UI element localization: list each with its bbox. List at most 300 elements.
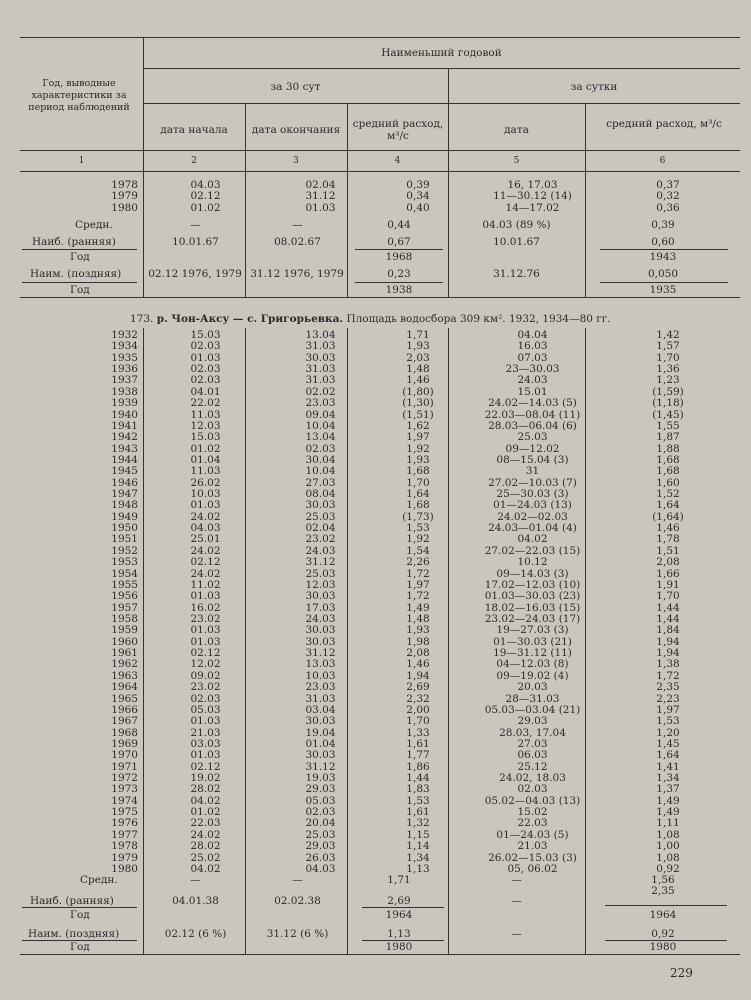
- cell: 1,64: [656, 749, 680, 762]
- cell: 1,11: [656, 817, 680, 830]
- cell: 01—30.03 (21): [493, 635, 572, 648]
- rule: [600, 249, 728, 250]
- cell: 1,15: [406, 828, 430, 841]
- cell: 15.03: [190, 329, 221, 341]
- cell: 29.03: [517, 715, 548, 728]
- top-max-year-label: Год: [70, 251, 90, 263]
- section-rule: [20, 297, 740, 298]
- cell: 31.03: [305, 692, 336, 705]
- cell-year: 1970: [111, 749, 138, 762]
- cell: 1,72: [406, 590, 430, 603]
- cell-year: 1934: [111, 340, 138, 353]
- cell: 1,34: [406, 851, 430, 864]
- table-row: [20, 682, 740, 693]
- max-5: 2,35: [651, 885, 675, 897]
- header-col5: средний расход, м³/с: [606, 118, 722, 130]
- cell: 31.12: [305, 556, 336, 569]
- cell: 02.03: [305, 806, 336, 819]
- cell: 23.02: [305, 533, 336, 546]
- cell: 1,64: [656, 499, 680, 512]
- cell: 13.03: [305, 658, 336, 671]
- table-row: [20, 750, 740, 761]
- cell: 25.03: [305, 510, 336, 523]
- cell-year: 1973: [111, 783, 138, 796]
- cell: 1,53: [406, 794, 430, 807]
- cell: 25.01: [190, 533, 221, 546]
- mean-label: Средн.: [80, 874, 118, 886]
- rule: [362, 907, 444, 908]
- top-min-year-2: 1935: [649, 284, 677, 296]
- cell: 01.03: [190, 590, 221, 603]
- mean-1: —: [190, 874, 201, 886]
- cell-year: 1951: [111, 533, 138, 546]
- cell: 30.04: [305, 453, 336, 466]
- cell: 02.12: [190, 190, 221, 203]
- cell: 1,78: [656, 533, 680, 546]
- cell: 01.03: [190, 715, 221, 728]
- top-max-3: 0,67: [387, 236, 411, 248]
- cell: 27.02—10.03 (7): [488, 476, 577, 489]
- cell-year: 1935: [111, 351, 138, 364]
- cell: 01—24.03 (13): [493, 499, 572, 512]
- cell: 1,46: [406, 374, 430, 387]
- cell: 08—15.04 (3): [496, 453, 569, 466]
- cell-year: 1943: [111, 442, 138, 455]
- col-num-1: 1: [78, 156, 85, 166]
- cell: 15.02: [517, 806, 548, 819]
- mean-3: 1,71: [387, 874, 411, 886]
- cell: 1,70: [656, 590, 680, 603]
- cell: 1,98: [406, 635, 430, 648]
- cell: 10.12: [517, 556, 548, 569]
- cell: 18.02—16.03 (15): [484, 601, 581, 614]
- cell: 02.03: [190, 692, 221, 705]
- top-max-year-1: 1968: [385, 251, 413, 263]
- cell: 24.03: [305, 612, 336, 625]
- top-min-label: Наим. (поздняя): [30, 268, 122, 280]
- cell: 2,26: [406, 556, 430, 569]
- cell: 1,62: [406, 419, 430, 432]
- cell: 2,08: [656, 556, 680, 569]
- cell: 15.01: [517, 385, 548, 398]
- cell: 1,23: [656, 374, 680, 387]
- cell-year: 1950: [111, 522, 138, 535]
- header-col4: дата: [504, 124, 529, 136]
- cell: 1,93: [406, 624, 430, 637]
- cell: 1,92: [406, 533, 430, 546]
- rule: [22, 249, 137, 250]
- table-bottom-rule: [20, 954, 740, 955]
- cell: 17.02—12.03 (10): [484, 578, 581, 591]
- cell: 2,00: [406, 703, 430, 716]
- main-rows: [20, 330, 740, 875]
- cell: 1,61: [406, 737, 430, 750]
- vline-1: [143, 37, 144, 297]
- cell: 28.02: [190, 840, 221, 853]
- cell-year: 1972: [111, 772, 138, 785]
- cell: 1,68: [406, 465, 430, 478]
- cell-year: 1952: [111, 544, 138, 557]
- cell: 01.03: [190, 351, 221, 364]
- cell: 16.03: [517, 340, 548, 353]
- cell: 04.02: [190, 862, 221, 875]
- cell: 22.03—08.04 (11): [484, 408, 581, 421]
- cell: 01.02: [190, 442, 221, 455]
- top-min-year-label: Год: [70, 284, 90, 296]
- cell: 1,20: [656, 726, 680, 739]
- cell: 04.03: [190, 522, 221, 535]
- cell-year: 1956: [111, 590, 138, 603]
- cell: 02.03: [190, 374, 221, 387]
- cell: (1,45): [652, 408, 684, 421]
- cell: (1,73): [402, 510, 434, 523]
- cell: 31.03: [305, 340, 336, 353]
- cell: 1,93: [406, 453, 430, 466]
- cell: 0,37: [656, 179, 680, 191]
- min-year-1: 1980: [385, 941, 413, 953]
- cell: 1,34: [656, 772, 680, 785]
- cell-year: 1961: [111, 647, 138, 660]
- cell: 1,32: [406, 817, 430, 830]
- cell: 1,38: [656, 658, 680, 671]
- cell: 24.02: [190, 567, 221, 580]
- top-mean-3: 0,44: [387, 219, 411, 231]
- cell: 1,48: [406, 363, 430, 376]
- cell: 1,42: [656, 329, 680, 341]
- page-number: 229: [670, 966, 693, 980]
- cell: 2,08: [406, 647, 430, 660]
- cell: 06.03: [517, 749, 548, 762]
- header-group: Наименьший годовой: [381, 47, 502, 59]
- cell: 1,60: [656, 476, 680, 489]
- cell-year: 1963: [111, 669, 138, 682]
- cell: 25.03: [305, 567, 336, 580]
- cell: 02.12: [190, 647, 221, 660]
- station-number: 173.: [130, 313, 154, 325]
- cell: 1,70: [406, 476, 430, 489]
- top-rows: [20, 180, 740, 214]
- cell: 1,45: [656, 737, 680, 750]
- cell: 1,44: [656, 612, 680, 625]
- cell: 1,66: [656, 567, 680, 580]
- cell: 27.03: [305, 476, 336, 489]
- cell-year: 1967: [111, 715, 138, 728]
- table-row: [20, 341, 740, 352]
- cell: 23.03: [305, 397, 336, 410]
- cell: 1,93: [406, 340, 430, 353]
- cell: 10.03: [190, 488, 221, 501]
- cell: 30.03: [305, 624, 336, 637]
- max-year-1: 1964: [385, 909, 413, 921]
- cell: 21.03: [517, 840, 548, 853]
- cell: (1,18): [652, 397, 684, 410]
- cell-year: 1938: [111, 385, 138, 398]
- cell: 01.03: [190, 749, 221, 762]
- cell: 04.03: [190, 179, 221, 191]
- cell-year: 1958: [111, 612, 138, 625]
- table-row: [20, 841, 740, 852]
- cell: 0,40: [406, 201, 430, 214]
- cell-year: 1960: [111, 635, 138, 648]
- cell: 31.12: [305, 190, 336, 203]
- max-year-label: Год: [70, 909, 90, 921]
- cell: 1,13: [406, 862, 430, 875]
- cell-year: 1974: [111, 794, 138, 807]
- top-mean-label: Средн.: [75, 219, 113, 231]
- cell-year: 1980: [111, 201, 138, 214]
- cell-year: 1957: [111, 601, 138, 614]
- cell: 02.02: [305, 385, 336, 398]
- cell: 1,49: [406, 601, 430, 614]
- mean-4: —: [511, 874, 522, 886]
- table-row: [20, 716, 740, 727]
- cell: 1,44: [406, 772, 430, 785]
- cell: 24.02: [190, 828, 221, 841]
- max-year-2: 1964: [649, 909, 677, 921]
- cell: 05.02—04.03 (13): [484, 794, 581, 807]
- cell: 31.03: [305, 374, 336, 387]
- header-sub-30: за 30 сут: [270, 81, 321, 93]
- cell-year: 1954: [111, 567, 138, 580]
- cell: 01.02: [190, 201, 221, 214]
- cell: 01.03—30.03 (23): [484, 590, 581, 603]
- cell: 02.04: [305, 179, 336, 191]
- cell: 2,35: [656, 681, 680, 694]
- cell: 12.03: [305, 578, 336, 591]
- cell: 1,08: [656, 851, 680, 864]
- top-max-1: 10.01.67: [172, 236, 219, 248]
- cell: 27.03: [517, 737, 548, 750]
- header-sub-day: за сутки: [570, 81, 618, 93]
- cell: 02.03: [305, 442, 336, 455]
- table-row: [20, 466, 740, 477]
- min-label: Наим. (поздняя): [28, 928, 120, 940]
- cell: 29.03: [305, 783, 336, 796]
- cell-year: 1940: [111, 408, 138, 421]
- cell: 04.03: [305, 862, 336, 875]
- cell: 24.03—01.04 (4): [488, 522, 577, 535]
- cell: 24.02—02.03: [497, 510, 568, 523]
- cell: 13.04: [305, 329, 336, 341]
- cell: (1,30): [402, 397, 434, 410]
- cell-year: 1947: [111, 488, 138, 501]
- cell: 07.03: [517, 351, 548, 364]
- col-num-3: 3: [293, 156, 299, 166]
- cell: 1,00: [656, 840, 680, 853]
- mean-2: —: [292, 874, 303, 886]
- cell-year: 1978: [111, 840, 138, 853]
- cell: 10.03: [305, 669, 336, 682]
- cell: 1,36: [656, 363, 680, 376]
- station-info: Площадь водосбора 309 км². 1932, 1934—80 гг.: [346, 313, 611, 325]
- cell-year: 1959: [111, 624, 138, 637]
- rule: [605, 905, 727, 906]
- cell: 01.03: [190, 624, 221, 637]
- cell: 05.03: [305, 794, 336, 807]
- cell: 31.12: [305, 760, 336, 773]
- cell: 25.03: [305, 828, 336, 841]
- top-mean-5: 0,39: [651, 219, 675, 231]
- cell: 1,51: [656, 544, 680, 557]
- cell: 1,68: [656, 465, 680, 478]
- cell-year: 1932: [111, 329, 138, 341]
- cell: 13.04: [305, 431, 336, 444]
- top-min-year-1: 1938: [385, 284, 413, 296]
- max-3: 2,69: [387, 895, 411, 907]
- mean-5: 1,56: [651, 874, 675, 886]
- cell: 0,32: [656, 190, 680, 203]
- cell: 21.03: [190, 726, 221, 739]
- table-row: [20, 203, 740, 214]
- cell: 1,44: [656, 601, 680, 614]
- cell: 04.02: [517, 533, 548, 546]
- cell: 1,49: [656, 794, 680, 807]
- cell: 19.04: [305, 726, 336, 739]
- min-2: 31.12 (6 %): [266, 928, 329, 940]
- cell: 28.03, 17.04: [499, 726, 566, 739]
- cell: 30.03: [305, 715, 336, 728]
- cell: 1,94: [656, 635, 680, 648]
- cell: 04.02: [190, 794, 221, 807]
- cell: 05.03: [190, 703, 221, 716]
- cell: 28—31.03: [505, 692, 560, 705]
- cell: 15.03: [190, 431, 221, 444]
- cell: 1,70: [656, 351, 680, 364]
- cell: 11.02: [190, 578, 221, 591]
- cell: 1,48: [406, 612, 430, 625]
- cell: 1,08: [656, 828, 680, 841]
- cell-year: 1965: [111, 692, 138, 705]
- cell: (1,51): [402, 408, 434, 421]
- cell: 1,54: [406, 544, 430, 557]
- cell: 01.04: [190, 453, 221, 466]
- cell: 25.12: [517, 760, 548, 773]
- cell: 14—17.02: [505, 201, 560, 214]
- col-num-5: 5: [513, 156, 520, 166]
- cell: 1,14: [406, 840, 430, 853]
- table-row: [20, 625, 740, 636]
- table-row: [20, 432, 740, 443]
- col-num-6: 6: [659, 156, 666, 166]
- header-col2: дата окончания: [251, 124, 341, 136]
- cell: 1,91: [656, 578, 680, 591]
- cell: 11.03: [190, 408, 221, 421]
- cell: 16, 17.03: [507, 179, 558, 191]
- cell: 1,88: [656, 442, 680, 455]
- cell-year: 1979: [111, 851, 138, 864]
- max-2: 02.02.38: [274, 895, 321, 907]
- cell: 24.02—14.03 (5): [488, 397, 577, 410]
- cell: 04.01: [190, 385, 221, 398]
- cell: 09—14.03 (3): [496, 567, 569, 580]
- min-1: 02.12 (6 %): [164, 928, 227, 940]
- top-min-4: 31.12.76: [493, 268, 540, 280]
- cell: 1,53: [656, 715, 680, 728]
- cell: 31.03: [305, 363, 336, 376]
- cell: 1,70: [406, 715, 430, 728]
- cell: 1,77: [406, 749, 430, 762]
- cell: 22.03: [190, 817, 221, 830]
- cell-year: 1978: [111, 179, 138, 191]
- cell: 17.03: [305, 601, 336, 614]
- cell: 02.12: [190, 760, 221, 773]
- cell: 09.02: [190, 669, 221, 682]
- cell: 1,46: [406, 658, 430, 671]
- cell: 10.04: [305, 419, 336, 432]
- cell-year: 1941: [111, 419, 138, 432]
- top-mean-1: —: [190, 219, 201, 231]
- rule: [355, 282, 443, 283]
- cell: 04.04: [517, 329, 548, 341]
- rule: [22, 282, 137, 283]
- cell: 1,46: [656, 522, 680, 535]
- max-label: Наиб. (ранняя): [30, 895, 114, 907]
- cell: 02.03: [517, 783, 548, 796]
- cell: 20.03: [517, 681, 548, 694]
- table-row: [20, 591, 740, 602]
- table-row: [20, 557, 740, 568]
- cell-year: 1975: [111, 806, 138, 819]
- cell-year: 1979: [111, 190, 138, 203]
- top-max-2: 08.02.67: [274, 236, 321, 248]
- cell: 24.03: [517, 374, 548, 387]
- cell: 11.03: [190, 465, 221, 478]
- cell: 02.03: [190, 363, 221, 376]
- cell: 19—31.12 (11): [493, 647, 572, 660]
- cell: 09—12.02: [505, 442, 560, 455]
- station-name: р. Чон-Аксу — с. Григорьевка.: [156, 313, 344, 325]
- cell-year: 1971: [111, 760, 138, 773]
- top-max-4: 10.01.67: [493, 236, 540, 248]
- cell: 1,94: [656, 647, 680, 660]
- cell: 03.04: [305, 703, 336, 716]
- cell: 12.03: [190, 419, 221, 432]
- table-row: [20, 191, 740, 202]
- min-4: —: [511, 928, 522, 940]
- cell: 0,36: [656, 201, 680, 214]
- cell: 09—19.02 (4): [496, 669, 569, 682]
- cell: 08.04: [305, 488, 336, 501]
- cell: 02.03: [190, 340, 221, 353]
- cell: 24.02, 18.03: [499, 772, 566, 785]
- cell: 23.02—24.03 (17): [484, 612, 581, 625]
- header-col0: Год, выводные характеристики за период наблюдений: [28, 78, 130, 113]
- cell: 01.03: [190, 635, 221, 648]
- cell: 2,69: [406, 681, 430, 694]
- top-max-label: Наиб. (ранняя): [32, 236, 116, 248]
- cell: 1,41: [656, 760, 680, 773]
- cell: 0,39: [406, 179, 430, 191]
- min-year-label: Год: [70, 941, 90, 953]
- cell: 05, 06.02: [507, 862, 558, 875]
- cell-year: 1944: [111, 453, 138, 466]
- cell: 0,34: [406, 190, 430, 203]
- cell: 23—30.03: [505, 363, 560, 376]
- cell: 1,33: [406, 726, 430, 739]
- cell: 1,87: [656, 431, 680, 444]
- cell-year: 1968: [111, 726, 138, 739]
- cell: 30.03: [305, 749, 336, 762]
- cell: 28.02: [190, 783, 221, 796]
- num-row-rule: [20, 171, 740, 172]
- cell-year: 1966: [111, 703, 138, 716]
- cell: 25—30.03 (3): [496, 488, 569, 501]
- cell-year: 1949: [111, 510, 138, 523]
- cell: 1,72: [656, 669, 680, 682]
- cell: 1,94: [406, 669, 430, 682]
- cell: 2,32: [406, 692, 430, 705]
- cell: 28.03—06.04 (6): [488, 419, 577, 432]
